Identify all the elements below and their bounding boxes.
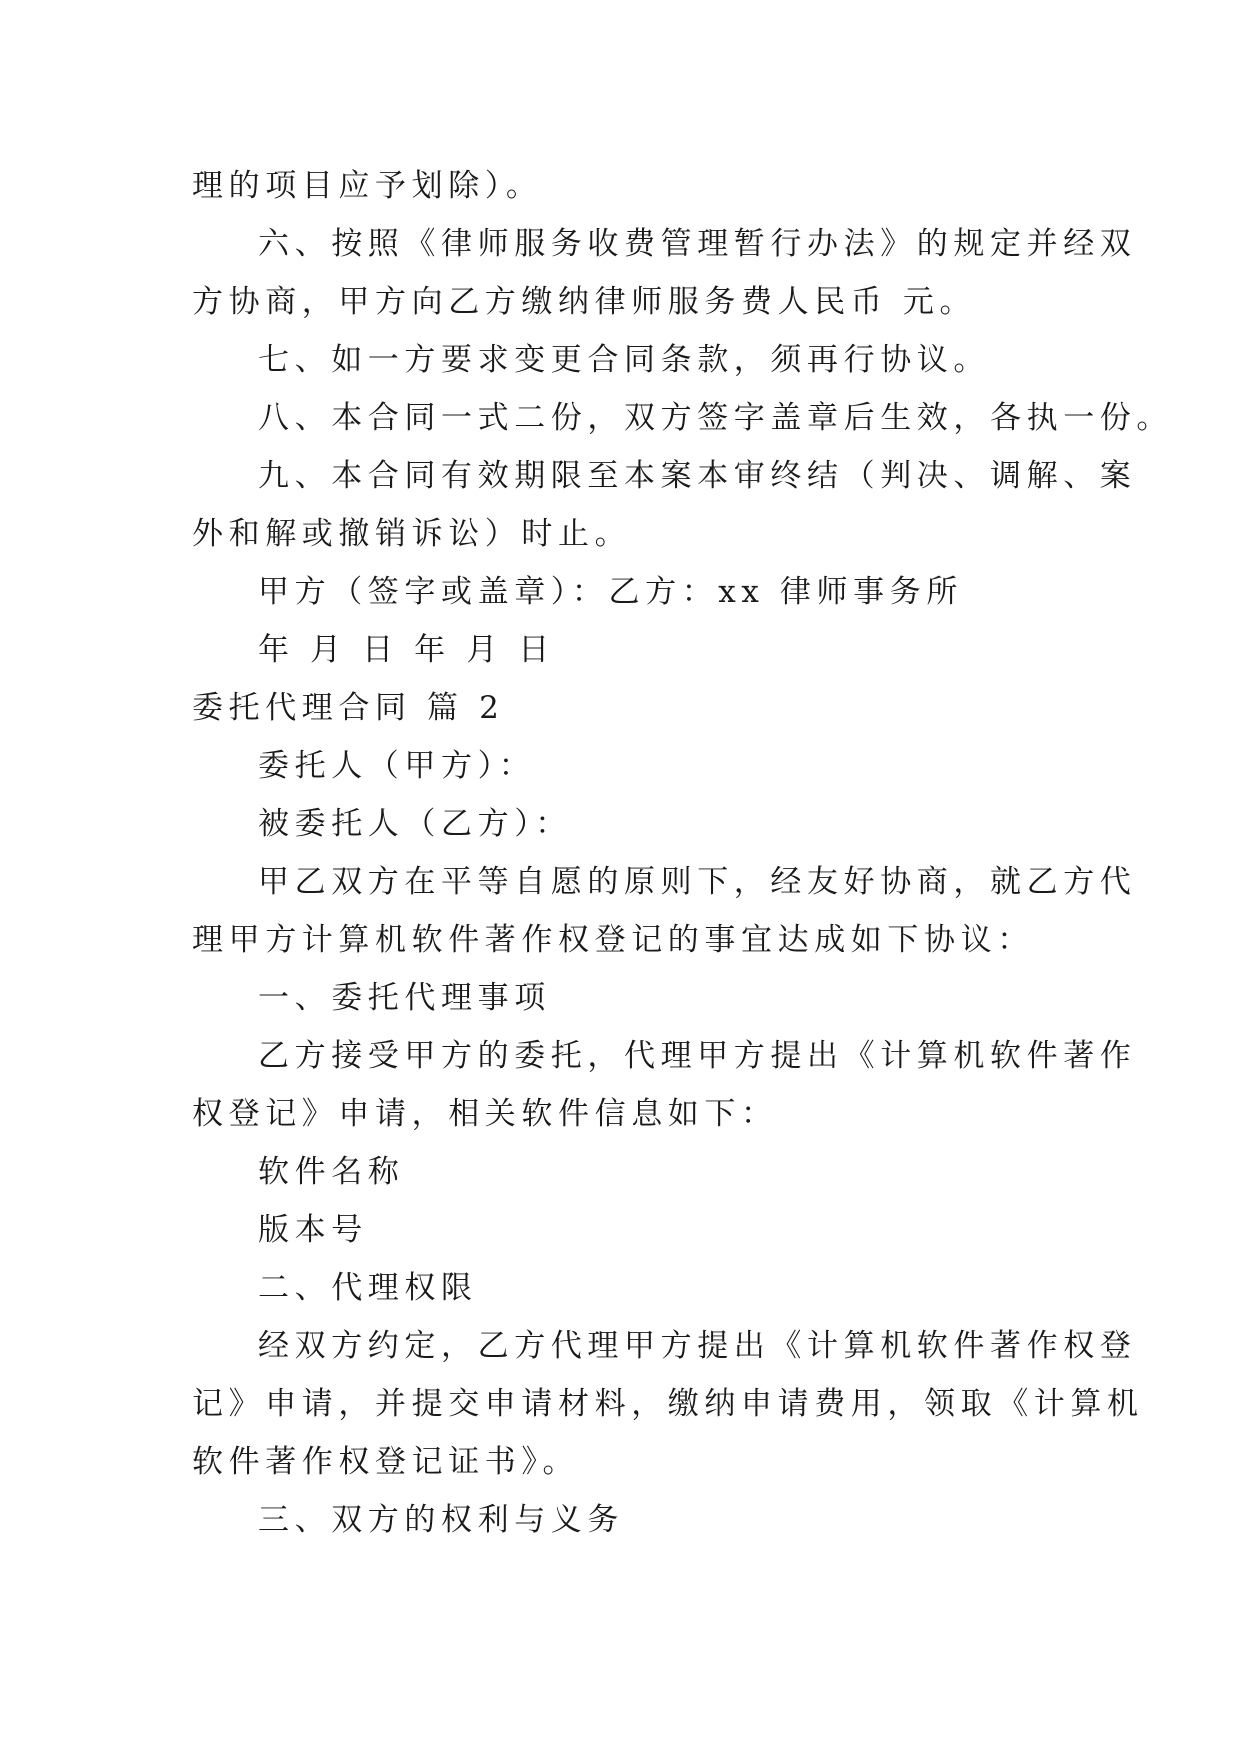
clause-one-line-1: 乙方接受甲方的委托，代理甲方提出《计算机软件著作 — [258, 1038, 1137, 1074]
clause-seven: 七、如一方要求变更合同条款，须再行协议。 — [258, 342, 990, 378]
clause-nine-line-2: 外和解或撤销诉讼）时止。 — [192, 516, 632, 552]
clause-six-line-1: 六、按照《律师服务收费管理暂行办法》的规定并经双 — [258, 226, 1137, 262]
clause-six-line-2: 方协商，甲方向乙方缴纳律师服务费人民币 元。 — [192, 284, 977, 320]
clause-three-heading: 三、双方的权利与义务 — [258, 1502, 624, 1538]
preamble-line-2: 理甲方计算机软件著作权登记的事宜达成如下协议： — [192, 922, 1034, 958]
principal-label: 委托人（甲方）： — [258, 748, 536, 784]
clause-eight: 八、本合同一式二份，双方签字盖章后生效，各执一份。 — [258, 400, 1173, 436]
clause-one-line-2: 权登记》申请，相关软件信息如下： — [192, 1096, 778, 1132]
section-heading: 委托代理合同 篇 2 — [192, 690, 505, 726]
clause-two-line-2: 记》申请，并提交申请材料，缴纳申请费用，领取《计算机 — [192, 1386, 1144, 1422]
clause-two-line-1: 经双方约定，乙方代理甲方提出《计算机软件著作权登 — [258, 1328, 1137, 1364]
software-name-label: 软件名称 — [258, 1154, 405, 1190]
paragraph-line: 理的项目应予划除）。 — [192, 168, 543, 204]
signature-dates: 年 月 日 年 月 日 — [258, 632, 555, 668]
clause-nine-line-1: 九、本合同有效期限至本案本审终结（判决、调解、案 — [258, 458, 1137, 494]
signature-parties: 甲方（签字或盖章）：乙方：xx 律师事务所 — [258, 574, 963, 610]
version-number-label: 版本号 — [258, 1212, 368, 1248]
clause-two-line-3: 软件著作权登记证书》。 — [192, 1444, 580, 1480]
preamble-line-1: 甲乙双方在平等自愿的原则下，经友好协商，就乙方代 — [258, 864, 1137, 900]
clause-one-heading: 一、委托代理事项 — [258, 980, 551, 1016]
clause-two-heading: 二、代理权限 — [258, 1270, 478, 1306]
agent-label: 被委托人（乙方）： — [258, 806, 572, 842]
